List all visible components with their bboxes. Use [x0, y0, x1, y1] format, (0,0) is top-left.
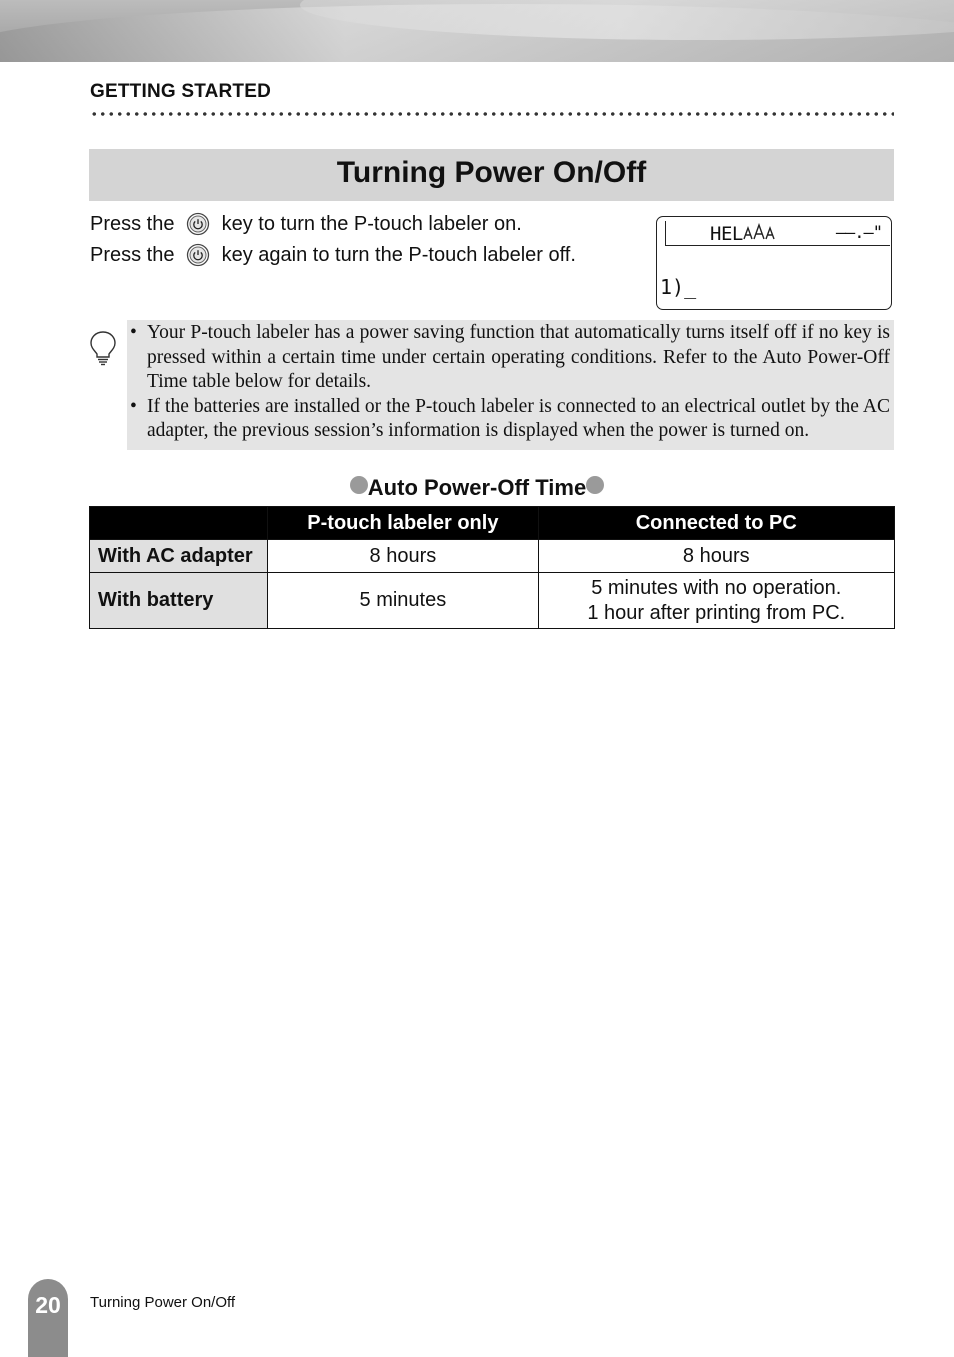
- instruction-line-off: [90, 243, 576, 267]
- table-title-text: Auto Power-Off Time: [367, 475, 587, 500]
- auto-power-off-table: [89, 506, 895, 629]
- table-title: [0, 475, 954, 501]
- bullet-circle-icon: [586, 476, 604, 494]
- title-bar: [89, 149, 894, 201]
- page-number: 20: [35, 1292, 61, 1318]
- instruction-prefix: Press the: [90, 244, 175, 266]
- header-band: [0, 0, 954, 62]
- lcd-indicator: ––.–": [835, 223, 882, 243]
- note-item: • Your P-touch labeler has a power saving function that automatically turns itself off if no key is pressed within a certain time under certain operating conditions. Refer to the Auto Power-Off Time table below for details.: [127, 321, 894, 395]
- instruction-text: key to turn the P-touch labeler on.: [221, 213, 522, 235]
- table-row: [90, 540, 895, 573]
- row-label: With AC adapter: [90, 540, 268, 573]
- bullet-circle-icon: [350, 476, 368, 494]
- lcd-status-row: [665, 221, 890, 246]
- row-label: With battery: [90, 573, 268, 629]
- note-box: [127, 320, 894, 450]
- instruction-line-on: [90, 212, 522, 236]
- lcd-text: HEL: [710, 223, 777, 245]
- footer-section-title: Turning Power On/Off: [90, 1294, 236, 1311]
- table-header-row: [90, 507, 895, 540]
- note-list: [127, 321, 894, 444]
- section-label: GETTING STARTED: [90, 81, 272, 102]
- table-header-cell: [90, 507, 268, 540]
- lcd-line-number: 1)_: [660, 275, 697, 299]
- lcd-display-illustration: [656, 216, 892, 310]
- table-cell: 5 minutes: [268, 573, 538, 629]
- instruction-prefix: Press the: [90, 213, 175, 235]
- power-icon: [186, 212, 210, 236]
- table-cell: 5 minutes with no operation. 1 hour after printing from PC.: [538, 573, 894, 629]
- power-icon: [186, 243, 210, 267]
- lightbulb-icon: [88, 330, 118, 366]
- note-item: • If the batteries are installed or the P-touch labeler is connected to an electrical outlet by the AC adapter, the previous session’s information is displayed when the power is turned on.: [127, 395, 894, 444]
- table-header-cell: P-touch labeler only: [268, 507, 538, 540]
- table-cell: 8 hours: [538, 540, 894, 573]
- table-header-cell: Connected to PC: [538, 507, 894, 540]
- page-title: Turning Power On/Off: [336, 156, 647, 189]
- lcd-font-size-icon: [743, 223, 777, 241]
- instruction-text: key again to turn the P-touch labeler off.: [221, 244, 576, 266]
- table-cell: 8 hours: [268, 540, 538, 573]
- dotted-divider: [90, 111, 894, 117]
- table-row: [90, 573, 895, 629]
